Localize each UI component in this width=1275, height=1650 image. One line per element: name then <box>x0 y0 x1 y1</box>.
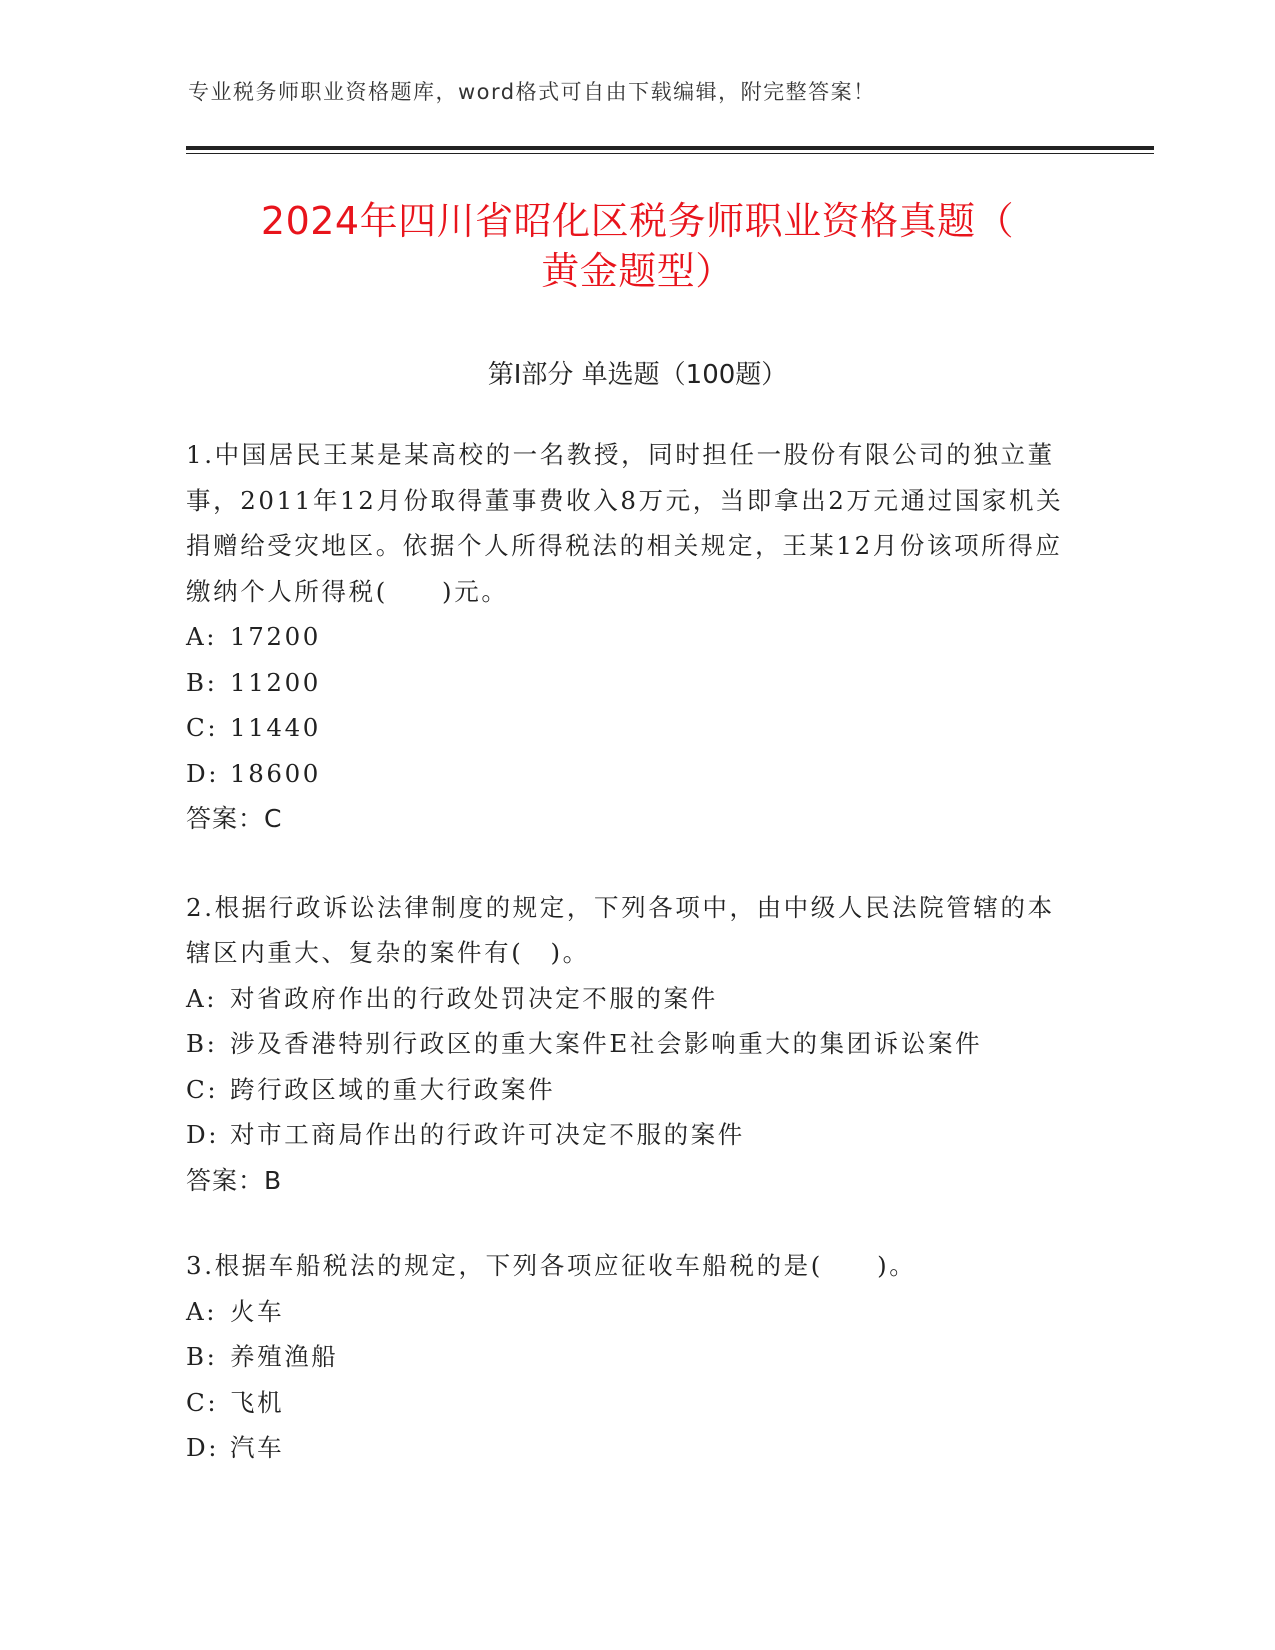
question-2 <box>186 885 1076 1204</box>
spacer <box>186 1203 1076 1243</box>
title-line-1: 2024年四川省昭化区税务师职业资格真题（ <box>260 199 1015 243</box>
option-text: 对省政府作出的行政处罚决定不服的案件 <box>230 983 718 1013</box>
option-key: A: <box>186 1296 218 1326</box>
option-key: C: <box>186 1074 219 1104</box>
answer-text: 答案：B <box>186 1165 283 1195</box>
option-text: 11200 <box>230 667 321 697</box>
header-note: 专业税务师职业资格题库，word格式可自由下载编辑，附完整答案！ <box>188 80 876 104</box>
option-text: 跨行政区域的重大行政案件 <box>230 1074 556 1104</box>
header-rule <box>186 146 1154 150</box>
option-key: B: <box>186 667 218 697</box>
option-b <box>186 660 1076 706</box>
document-title <box>140 196 1135 296</box>
option-text: 火车 <box>230 1296 285 1326</box>
option-d <box>186 1112 1076 1158</box>
option-key: B: <box>186 1342 218 1371</box>
option-c <box>186 1380 1076 1426</box>
option-key: B: <box>186 1029 218 1058</box>
option-key: A: <box>186 622 218 651</box>
option-b <box>186 1021 1076 1067</box>
section-heading: 第Ⅰ部分 单选题（100题） <box>487 360 788 390</box>
question-list <box>186 432 1076 1471</box>
option-c <box>186 705 1076 751</box>
option-key: C: <box>186 1387 219 1417</box>
option-text: 11440 <box>230 713 321 742</box>
option-d <box>186 751 1076 797</box>
option-key: D: <box>186 758 220 788</box>
option-b <box>186 1334 1076 1380</box>
question-stem: 1.中国居民王某是某高校的一名教授，同时担任一股份有限公司的独立董事，2011年12月份取得董事费收入8万元，当即拿出2万元通过国家机关捐赠给受灾地区。依据个人所得税法的相关规定，王某12月份该项所得应缴纳个人所得税( )元。 <box>186 440 1064 606</box>
question-1 <box>186 432 1076 842</box>
question-3 <box>186 1243 1076 1471</box>
option-text: 飞机 <box>230 1387 285 1417</box>
question-stem: 2.根据行政诉讼法律制度的规定，下列各项中，由中级人民法院管辖的本辖区内重大、复杂的案件有( )。 <box>186 892 1055 967</box>
option-text: 养殖渔船 <box>230 1342 339 1371</box>
header-rule-thin <box>186 153 1154 154</box>
title-line-2: 黄金题型） <box>541 249 734 293</box>
option-text: 对市工商局作出的行政许可决定不服的案件 <box>230 1120 745 1149</box>
option-a <box>186 976 1076 1022</box>
option-key: D: <box>186 1120 220 1149</box>
option-a <box>186 614 1076 660</box>
option-text: 18600 <box>230 758 321 788</box>
option-key: A: <box>186 983 218 1013</box>
option-key: C: <box>186 713 219 742</box>
option-key: D: <box>186 1433 220 1462</box>
answer-text: 答案：C <box>186 804 283 833</box>
option-a <box>186 1289 1076 1335</box>
option-d <box>186 1425 1076 1471</box>
option-text: 涉及香港特别行政区的重大案件E社会影响重大的集团诉讼案件 <box>230 1029 983 1058</box>
option-c <box>186 1067 1076 1113</box>
option-text: 汽车 <box>230 1433 285 1462</box>
question-stem: 3.根据车船税法的规定，下列各项应征收车船税的是( )。 <box>186 1251 917 1280</box>
spacer <box>186 842 1076 885</box>
option-text: 17200 <box>230 622 321 651</box>
